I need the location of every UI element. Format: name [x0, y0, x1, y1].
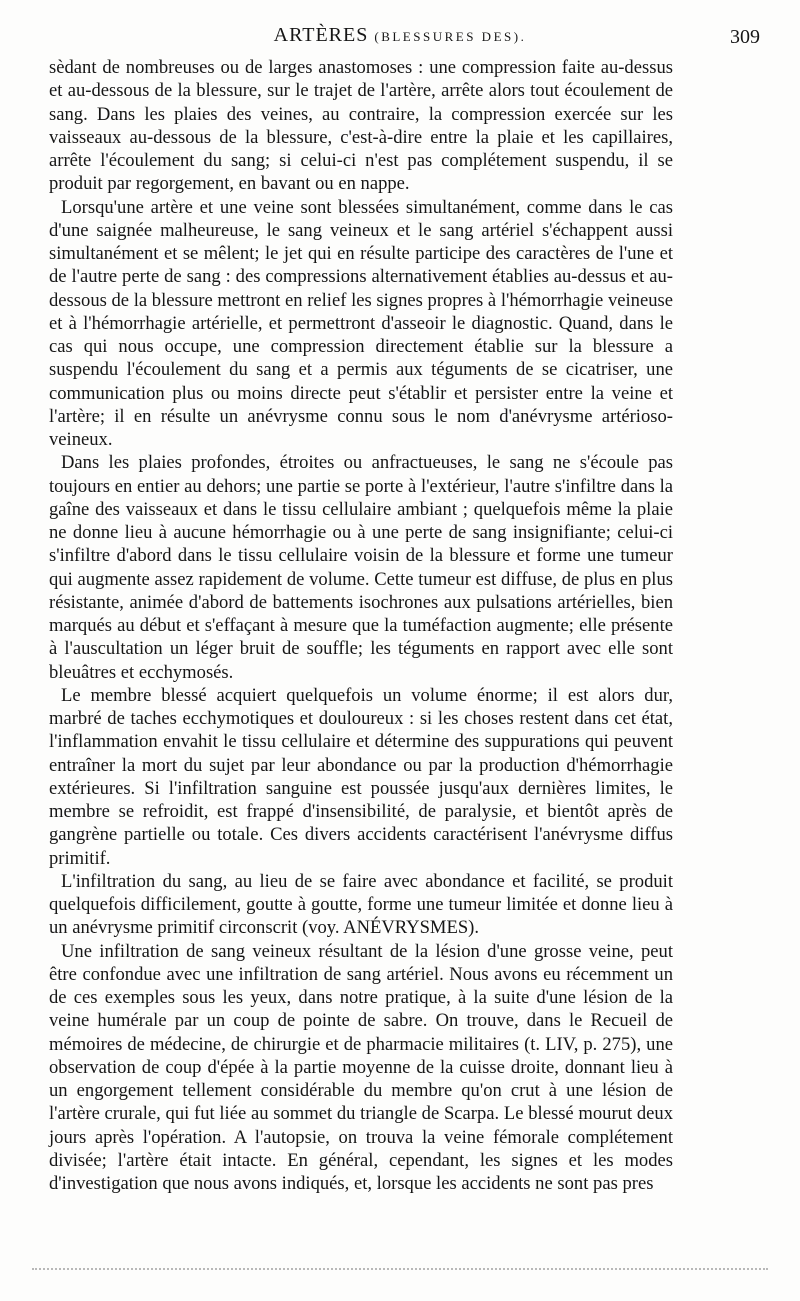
running-header — [40, 24, 760, 52]
paragraph: sèdant de nombreuses ou de larges anastomoses : une compression faite au-dessus et au-dessous de la blessure, sur le trajet de l'artère, arrête alors tout écoulement de sang. Dans les plaies des veines, au contraire, la compression exercée sur les vaisseaux au-dessous de la blessure, c'est-à-dire entre la plaie et les capillaires, arrête l'écoulement du sang; si celui-ci n'est pas complétement suspendu, il se produit par regorgement, en bavant ou en nappe. — [49, 57, 673, 195]
paragraph: L'infiltration du sang, au lieu de se faire avec abondance et facilité, se produit quelquefois difficilement, goutte à goutte, forme une tumeur limitée et donne lieu à un anévrysme primitif circonscrit (voy. ANÉVRYSMES). — [49, 870, 673, 939]
running-title-subtitle: (BLESSURES DES). — [374, 29, 527, 44]
running-title — [40, 24, 760, 47]
paragraph: Dans les plaies profondes, étroites ou anfractueuses, le sang ne s'écoule pas toujours en entier au dehors; une partie se porte à l'extérieur, l'autre s'infiltre dans la gaîne des vaisseaux et dans le tissu cellulaire ambiant ; quelquefois même la plaie ne donne lieu à aucune hémorrhagie ou à une perte de sang insignifiante; celui-ci s'infiltre d'abord dans le tissu cellulaire voisin de la blessure et forme une tumeur qui augmente assez rapidement de volume. Cette tumeur est diffuse, de plus en plus résistante, animée d'abord de battements isochrones aux pulsations artérielles, bien marqués au début et s'effaçant à mesure que la tuméfaction augmente; elle présente à l'auscultation un léger bruit de souffle; les téguments en rapport avec elle sont bleuâtres et ecchymosés. — [49, 452, 673, 683]
running-title-main: ARTÈRES — [273, 24, 369, 46]
page-number: 309 — [730, 26, 760, 48]
paragraph: Le membre blessé acquiert quelquefois un volume énorme; il est alors dur, marbré de taches ecchymotiques et douloureux : si les choses restent dans cet état, l'inflammation envahit le tissu cellulaire et détermine des suppurations qui peuvent entraîner la mort du sujet par leur abondance ou par la production d'hémorrhagie extérieures. Si l'infiltration sanguine est poussée jusqu'aux dernières limites, le membre se refroidit, est frappé d'insensibilité, de paralysie, et bientôt après de gangrène partielle ou totale. Ces divers accidents caractérisent l'anévrysme diffus primitif. — [49, 684, 673, 869]
paragraph: Lorsqu'une artère et une veine sont blessées simultanément, comme dans le cas d'une saignée malheureuse, le sang veineux et le sang artériel s'échappent aussi simultanément et se mêlent; le jet qui en résulte participe des caractères de l'une et de l'autre perte de sang : des compressions alternativement établies au-dessus et au-dessous de la blessure mettront en relief les signes propres à l'hémorrhagie veineuse et à l'hémorrhagie artérielle, et permettront d'asseoir le diagnostic. Quand, dans le cas qui nous occupe, une compression directement établie sur la blessure a suspendu l'écoulement du sang et a permis aux téguments de se cicatriser, une communication plus ou moins directe peut s'établir et persister entre la veine et l'artère; il en résulte un anévrysme connu sous le nom d'anévrysme artérioso-veineux. — [49, 196, 673, 450]
footer-rule — [32, 1268, 768, 1270]
body-text — [49, 56, 673, 1195]
paragraph: Une infiltration de sang veineux résultant de la lésion d'une grosse veine, peut être confondue avec une infiltration de sang artériel. Nous avons eu récemment un de ces exemples sous les yeux, dans notre pratique, à la suite d'une lésion de la veine humérale par un coup de pointe de sabre. On trouve, dans le Recueil de mémoires de médecine, de chirurgie et de pharmacie militaires (t. LIV, p. 275), une observation de coup d'épée à la partie moyenne de la cuisse droite, donnant lieu à un engorgement tellement considérable du membre qu'on crut à une lésion de l'artère crurale, qui fut liée au sommet du triangle de Scarpa. Le blessé mourut deux jours après l'opération. A l'autopsie, on trouva la veine fémorale complétement divisée; l'artère était intacte. En général, cependant, les signes et les modes d'investigation que nous avons indiqués, et, lorsque les accidents ne sont pas pres — [49, 940, 673, 1194]
